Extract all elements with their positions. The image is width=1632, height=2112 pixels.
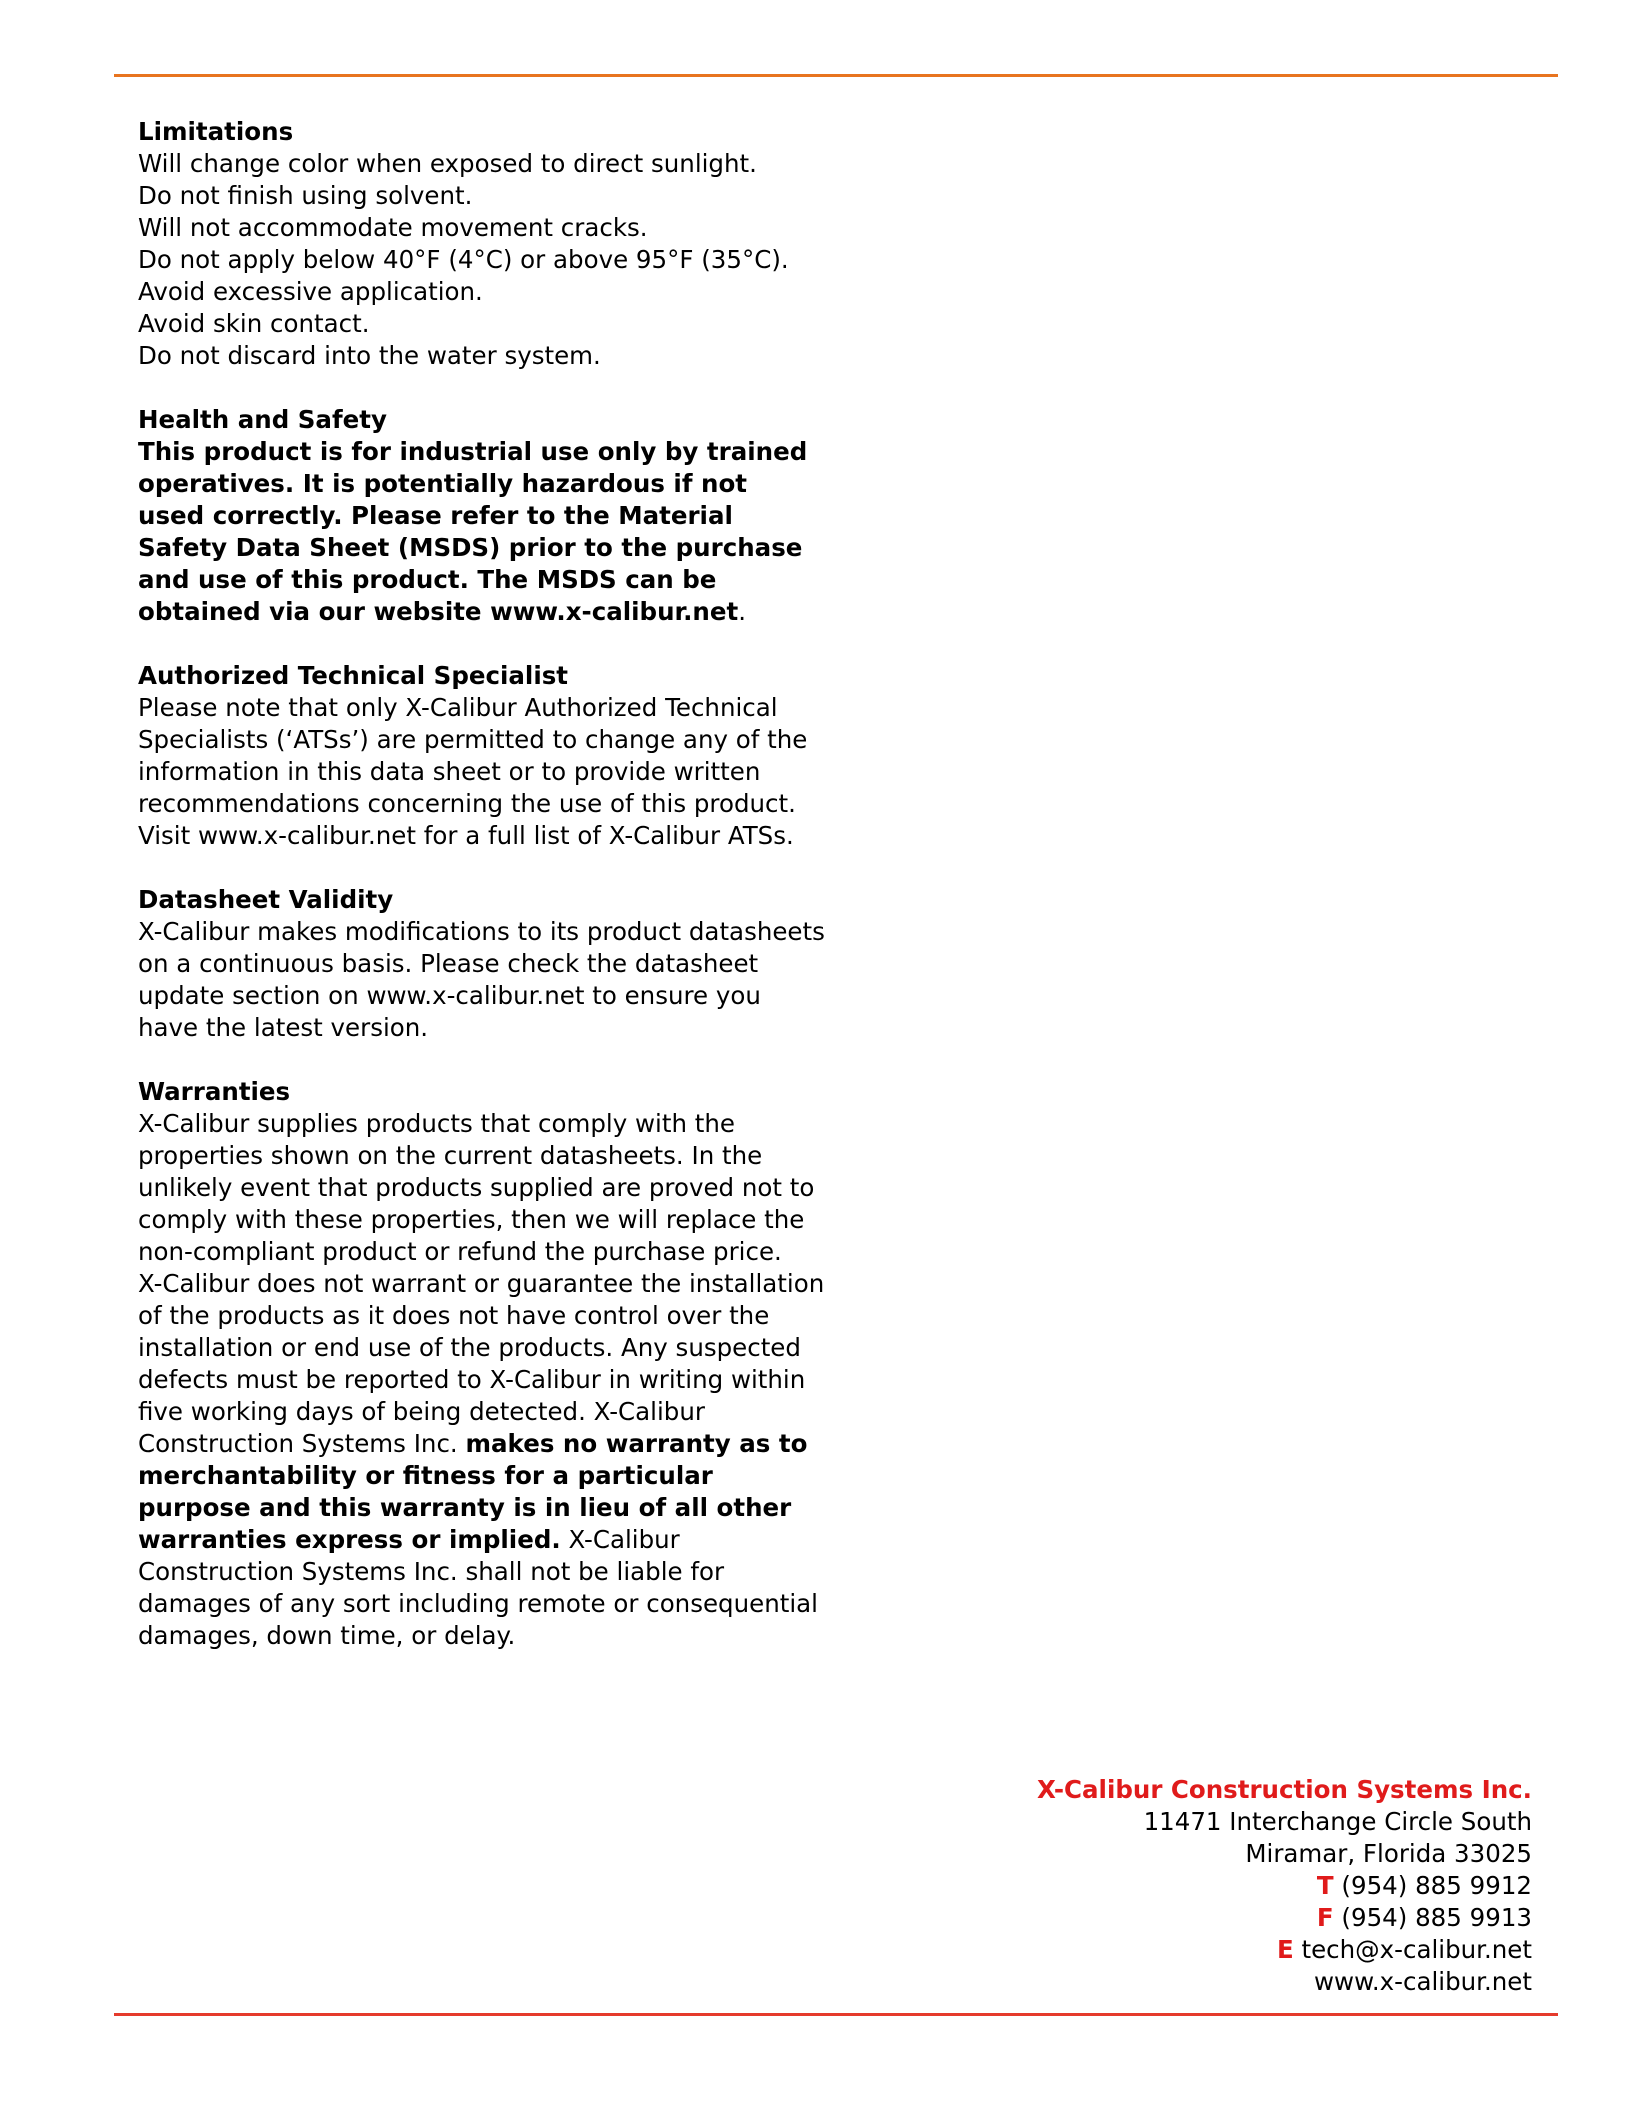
street-address: 11471 Interchange Circle South — [1143, 1807, 1532, 1836]
warranties-line: installation or end use of the products. Any suspected — [138, 1333, 801, 1362]
health-safety-line: Safety Data Sheet (MSDS) prior to the purchase — [138, 533, 803, 562]
validity-heading: Datasheet Validity — [138, 885, 394, 914]
health-safety-section — [138, 404, 818, 628]
warranties-mixed-line — [138, 1428, 818, 1460]
limitations-line: Avoid excessive application. — [138, 277, 483, 306]
validity-line: update section on www.x-calibur.net to ensure you — [138, 981, 761, 1010]
warranties-bold-text: warranties express or implied. — [138, 1525, 561, 1554]
phone-label: T — [1316, 1871, 1334, 1900]
health-safety-heading: Health and Safety — [138, 405, 387, 434]
ats-line: Specialists (‘ATSs’) are permitted to change any of the — [138, 725, 808, 754]
fax-label: F — [1316, 1903, 1334, 1932]
ats-line: Please note that only X-Calibur Authorized Technical — [138, 693, 778, 722]
website-link[interactable]: www.x-calibur.net — [1314, 1967, 1532, 1996]
warranties-heading: Warranties — [138, 1077, 291, 1106]
city-address: Miramar, Florida 33025 — [1245, 1839, 1532, 1868]
ats-line: information in this data sheet or to provide written — [138, 757, 761, 786]
company-name: X-Calibur Construction Systems Inc. — [1036, 1775, 1532, 1804]
limitations-line: Do not discard into the water system. — [138, 341, 601, 370]
bottom-divider — [114, 2013, 1558, 2016]
email-address[interactable]: tech@x-calibur.net — [1293, 1935, 1532, 1964]
warranties-line: non-compliant product or refund the purchase price. — [138, 1237, 782, 1266]
health-safety-line: used correctly. Please refer to the Material — [138, 501, 733, 530]
fax-row — [1037, 1902, 1532, 1934]
limitations-line: Do not finish using solvent. — [138, 181, 473, 210]
phone-row — [1037, 1870, 1532, 1902]
email-row — [1037, 1934, 1532, 1966]
warranties-line: X-Calibur does not warrant or guarantee the installation — [138, 1269, 825, 1298]
health-safety-line: operatives. It is potentially hazardous if not — [138, 469, 748, 498]
health-safety-line: This product is for industrial use only by trained — [138, 437, 808, 466]
health-safety-line: and use of this product. The MSDS can be — [138, 565, 717, 594]
warranties-plain-text: X-Calibur — [560, 1525, 680, 1554]
warranties-plain-text: Construction Systems Inc. — [138, 1429, 466, 1458]
health-safety-website-text: obtained via our website www.x-calibur.net — [138, 597, 739, 626]
ats-line: Visit www.x-calibur.net for a full list of X-Calibur ATSs. — [138, 821, 794, 850]
limitations-line: Will change color when exposed to direct sunlight. — [138, 149, 757, 178]
health-safety-line — [138, 596, 818, 628]
warranties-section — [138, 1076, 825, 1652]
warranties-line: comply with these properties, then we will replace the — [138, 1205, 805, 1234]
validity-section — [138, 884, 825, 1044]
limitations-line: Avoid skin contact. — [138, 309, 370, 338]
ats-heading: Authorized Technical Specialist — [138, 661, 569, 690]
warranties-bold-line: purpose and this warranty is in lieu of all other — [138, 1493, 792, 1522]
fax-number: (954) 885 9913 — [1333, 1903, 1532, 1932]
warranties-line: defects must be reported to X-Calibur in writing within — [138, 1365, 806, 1394]
warranties-line: damages, down time, or delay. — [138, 1621, 516, 1650]
validity-line: X-Calibur makes modifications to its product datasheets — [138, 917, 825, 946]
warranties-line: damages of any sort including remote or consequential — [138, 1589, 818, 1618]
warranties-bold-text: makes no warranty as to — [465, 1429, 808, 1458]
ats-line: recommendations concerning the use of this product. — [138, 789, 796, 818]
top-divider — [114, 74, 1558, 77]
datasheet-body — [138, 116, 825, 1684]
validity-line: have the latest version. — [138, 1013, 429, 1042]
company-address-block — [1037, 1774, 1532, 1998]
ats-section — [138, 660, 818, 852]
limitations-line: Do not apply below 40°F (4°C) or above 95°F (35°C). — [138, 245, 789, 274]
warranties-line: unlikely event that products supplied are proved not to — [138, 1173, 815, 1202]
warranties-line: of the products as it does not have control over the — [138, 1301, 770, 1330]
warranties-bold-line: merchantability or fitness for a particular — [138, 1461, 713, 1490]
warranties-line: properties shown on the current datasheets. In the — [138, 1141, 763, 1170]
limitations-heading: Limitations — [138, 117, 294, 146]
warranties-line: Construction Systems Inc. shall not be liable for — [138, 1557, 725, 1586]
warranties-line: five working days of being detected. X-Calibur — [138, 1397, 705, 1426]
health-safety-period: . — [738, 597, 746, 626]
warranties-mixed-line — [138, 1524, 818, 1556]
phone-number: (954) 885 9912 — [1333, 1871, 1532, 1900]
warranties-line: X-Calibur supplies products that comply with the — [138, 1109, 735, 1138]
limitations-section — [138, 116, 818, 372]
limitations-line: Will not accommodate movement cracks. — [138, 213, 648, 242]
validity-line: on a continuous basis. Please check the datasheet — [138, 949, 759, 978]
email-label: E — [1276, 1935, 1294, 1964]
